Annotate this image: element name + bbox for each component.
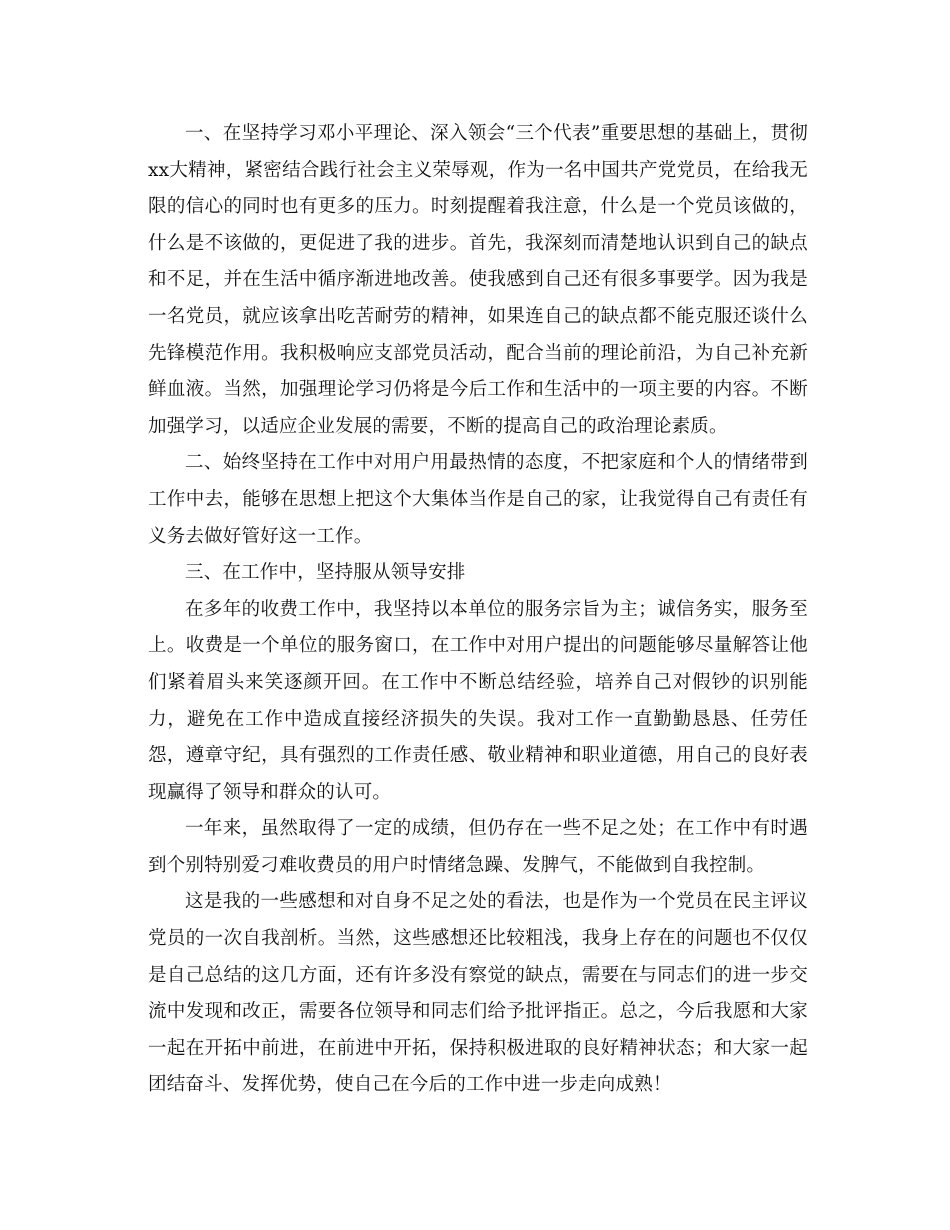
- paragraph-study-theory: 一、在坚持学习邓小平理论、深入领会“三个代表”重要思想的基础上，贯彻xx大精神，紧密结合践行社会主义荣辱观，作为一名中国共产党党员，在给我无限的信心的同时也有更多的压力。时刻提醒着我注意，什么是一个党员该做的，什么是不该做的，更促进了我的进步。首先，我深刻而清楚地认识到自己的缺点和不足，并在生活中循序渐进地改善。使我感到自己还有很多事要学。因为我是一名党员，就应该拿出吃苦耐劳的精神，如果连自己的缺点都不能克服还谈什么先锋模范作用。我积极响应支部党员活动，配合当前的理论前沿，为自己补充新鲜血液。当然，加强理论学习仍将是今后工作和生活中的一项主要的内容。不断加强学习，以适应企业发展的需要，不断的提高自己的政治理论素质。: [148, 123, 808, 437]
- paragraph-user-attitude: 二、始终坚持在工作中对用户用最热情的态度，不把家庭和个人的情绪带到工作中去，能够在思想上把这个大集体当作是自己的家，让我觉得自己有责任有义务去做好管好这一工作。: [148, 452, 808, 547]
- paragraph-shortcomings: 一年来，虽然取得了一定的成绩，但仍存在一些不足之处；在工作中有时遇到个别特别爱刁难收费员的用户时情绪急躁、发脾气，不能做到自我控制。: [148, 818, 808, 876]
- document-body: [148, 116, 808, 1104]
- paragraph-section-heading: 三、在工作中，坚持服从领导安排: [185, 562, 466, 584]
- paragraph-conclusion: 这是我的一些感想和对自身不足之处的看法，也是作为一个党员在民主评议党员的一次自我剖析。当然，这些感想还比较粗浅，我身上存在的问题也不仅仅是自己总结的这几方面，还有许多没有察觉的缺点，需要在与同志们的进一步交流中发现和改正，需要各位领导和同志们给予批评指正。总之，今后我愿和大家一起在开拓中前进，在前进中开拓，保持积极进取的良好精神状态；和大家一起团结奋斗、发挥优势，使自己在今后的工作中进一步走向成熟！: [148, 891, 808, 1096]
- paragraph-fee-work: 在多年的收费工作中，我坚持以本单位的服务宗旨为主；诚信务实，服务至上。收费是一个单位的服务窗口，在工作中对用户提出的问题能够尽量解答让他们紧着眉头来笑逐颜开回。在工作中不断总结经验，培养自己对假钞的识别能力，避免在工作中造成直接经济损失的失误。我对工作一直勤勤恳恳、任劳任怨，遵章守纪，具有强烈的工作责任感、敬业精神和职业道德，用自己的良好表现赢得了领导和群众的认可。: [148, 598, 808, 803]
